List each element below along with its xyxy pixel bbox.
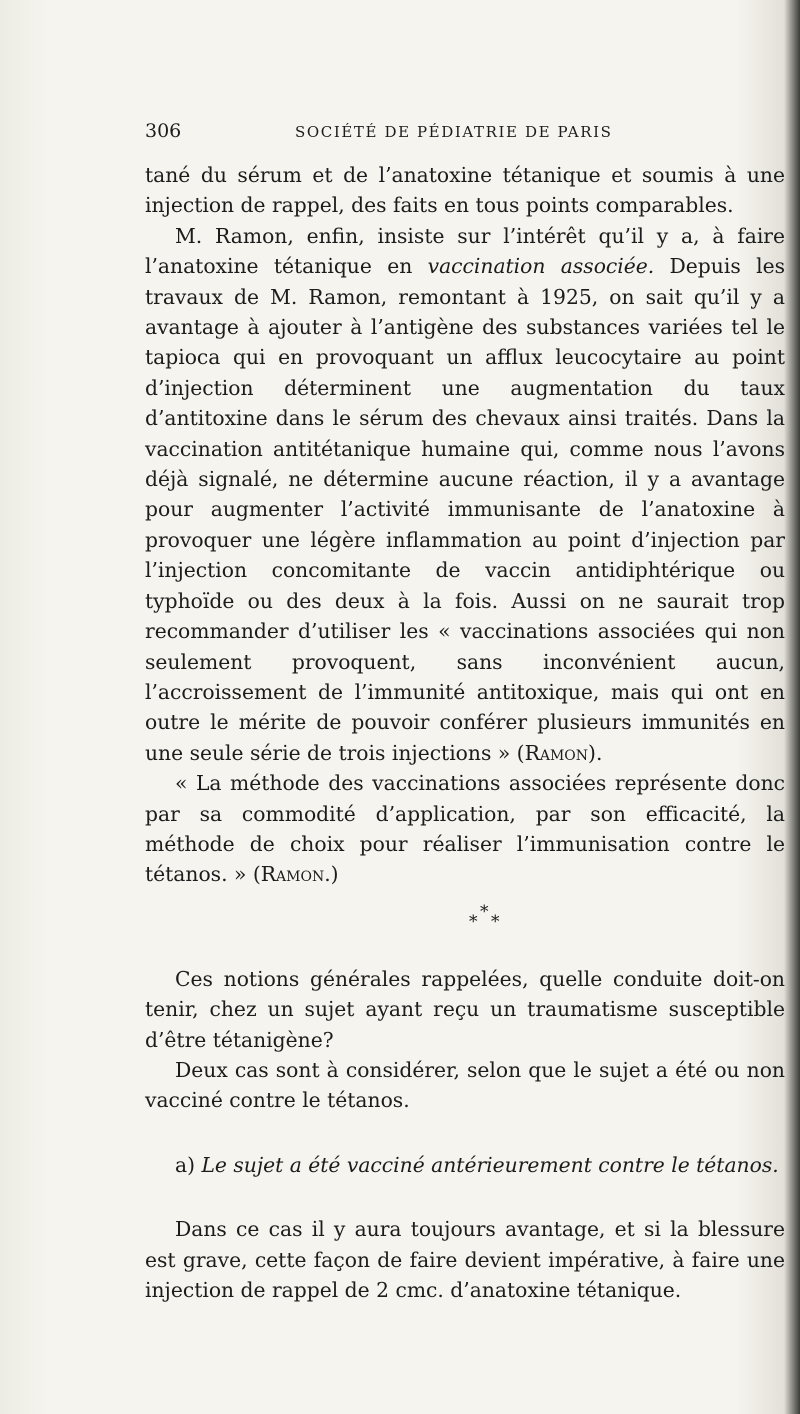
paragraph-ramon bbox=[145, 221, 785, 768]
subsection-title: Le sujet a été vacciné antérieurement contre le tétanos. bbox=[201, 1152, 779, 1177]
subsection-marker: a) bbox=[175, 1152, 196, 1177]
asterism-star-right: * bbox=[491, 911, 500, 932]
citation-ramon: Ramon bbox=[524, 740, 589, 765]
running-title: SOCIÉTÉ DE PÉDIATRIE DE PARIS bbox=[295, 123, 613, 141]
citation-close-2: ) bbox=[330, 862, 339, 887]
paragraph-quote bbox=[145, 768, 785, 890]
asterism-star-left: * bbox=[469, 911, 478, 932]
paragraph-rappel: Dans ce cas il y aura toujours avantage, et si la blessure est grave, cette façon de faire devient impérative, à faire une injection de rappel de 2 cmc. d’anatoxine tétanique. bbox=[145, 1217, 785, 1302]
citation-ramon-2: Ramon. bbox=[260, 862, 331, 887]
page-number: 306 bbox=[145, 120, 182, 142]
asterism-star-top: * bbox=[480, 901, 489, 922]
paragraph-ramon-body: Depuis les travaux de M. Ramon, remontant à 1925, on sait qu’il y a avantage à ajouter à l’antigène des substances variées tel le tapioca qui en provoquant un afflux leucocytaire au point d’injection déterminent une augmentation du taux d’antitoxine dans le sérum des chevaux ainsi traités. Dans la vaccination antitétanique humaine qui, comme nous l’avons déjà signalé, ne détermine aucune réaction, il y a avantage pour augmenter l’activité immunisante de l’anatoxine à provoquer une légère inflammation au point d’injection par l’injection concomitante de vaccin antidiphtérique ou typhoïde ou des deux à la fois. Aussi on ne saurait trop recommander d’utiliser les « vaccinations associées qui non seulement provoquent, sans inconvénient aucun, l’accroissement de l’immunité antitoxique, mais qui ont en outre le mérite de pouvoir conférer plusieurs immunités en une seule série de trois injections » ( bbox=[145, 254, 785, 765]
paragraph-notions: Ces notions générales rappelées, quelle conduite doit-on tenir, chez un sujet ayant reçu un traumatisme susceptible d’être tétanigène? bbox=[145, 966, 785, 1052]
quote-text: « La méthode des vaccinations associées représente donc par sa commodité d’application, par son efficacité, la méthode de choix pour réaliser l’immunisation contre le tétanos. » ( bbox=[145, 771, 785, 887]
paragraph-deux-cas: Deux cas sont à considérer, selon que le sujet a été ou non vacciné contre le tétanos. bbox=[145, 1057, 785, 1113]
paragraph-continuation: tané du sérum et de l’anatoxine tétanique et soumis à une injection de rappel, des faits en tous points comparables. bbox=[145, 163, 785, 218]
spacer-2 bbox=[145, 1180, 785, 1214]
citation-close: ). bbox=[588, 740, 603, 765]
spacer bbox=[145, 1116, 785, 1150]
paragraph-ramon-start: M. Ramon, enfin, insiste sur l’intérêt qu’il y a, à faire l’anatoxine tétanique en bbox=[145, 223, 785, 279]
asterism-separator bbox=[145, 898, 785, 958]
subsection-heading bbox=[145, 1150, 785, 1180]
body-text bbox=[145, 160, 785, 1305]
italic-vaccination-associee: vaccination associée. bbox=[427, 254, 655, 279]
